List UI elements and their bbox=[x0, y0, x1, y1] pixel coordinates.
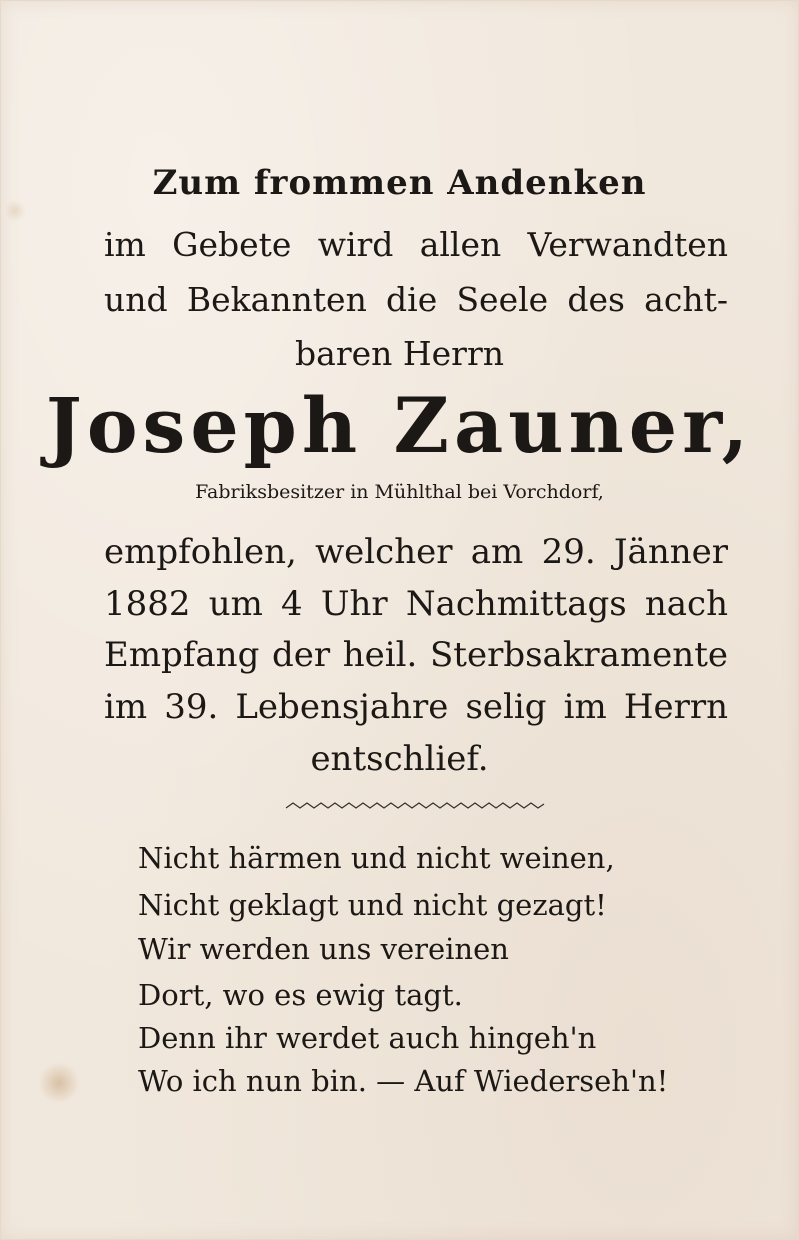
body-line-2: 1882 um 4 Uhr Nachmittags nach bbox=[104, 584, 728, 624]
body-line-5: entschlief. bbox=[310, 739, 489, 779]
paper-stain bbox=[4, 200, 26, 222]
poem-line-3: Wir werden uns vereinen bbox=[138, 932, 509, 966]
intro-line-1: im Gebete wird allen Verwandten bbox=[104, 225, 728, 264]
poem-line-5: Denn ihr werdet auch hingeh'n bbox=[138, 1021, 597, 1055]
poem-line-4: Dort, wo es ewig tagt. bbox=[138, 978, 463, 1012]
deceased-name: Joseph Zauner, bbox=[45, 381, 754, 470]
divider-ornament bbox=[284, 800, 546, 812]
poem-line-6: Wo ich nun bin. — Auf Wiederseh'n! bbox=[138, 1064, 669, 1098]
intro-line-2: und Bekannten die Seele des acht- bbox=[104, 280, 728, 319]
body-line-1: empfohlen, welcher am 29. Jänner bbox=[104, 532, 728, 572]
intro-line-3: baren Herrn bbox=[295, 334, 504, 373]
body-line-3: Empfang der heil. Sterbsakramente bbox=[104, 635, 728, 675]
heading: Zum frommen Andenken bbox=[152, 163, 647, 203]
poem-line-2: Nicht geklagt und nicht gezagt! bbox=[138, 888, 607, 922]
body-line-4: im 39. Lebensjahre selig im Herrn bbox=[104, 687, 728, 727]
paper-stain bbox=[38, 1062, 80, 1104]
occupation-line: Fabriksbesitzer in Mühlthal bei Vorchdorf, bbox=[195, 481, 604, 503]
poem-line-1: Nicht härmen und nicht weinen, bbox=[138, 841, 615, 875]
